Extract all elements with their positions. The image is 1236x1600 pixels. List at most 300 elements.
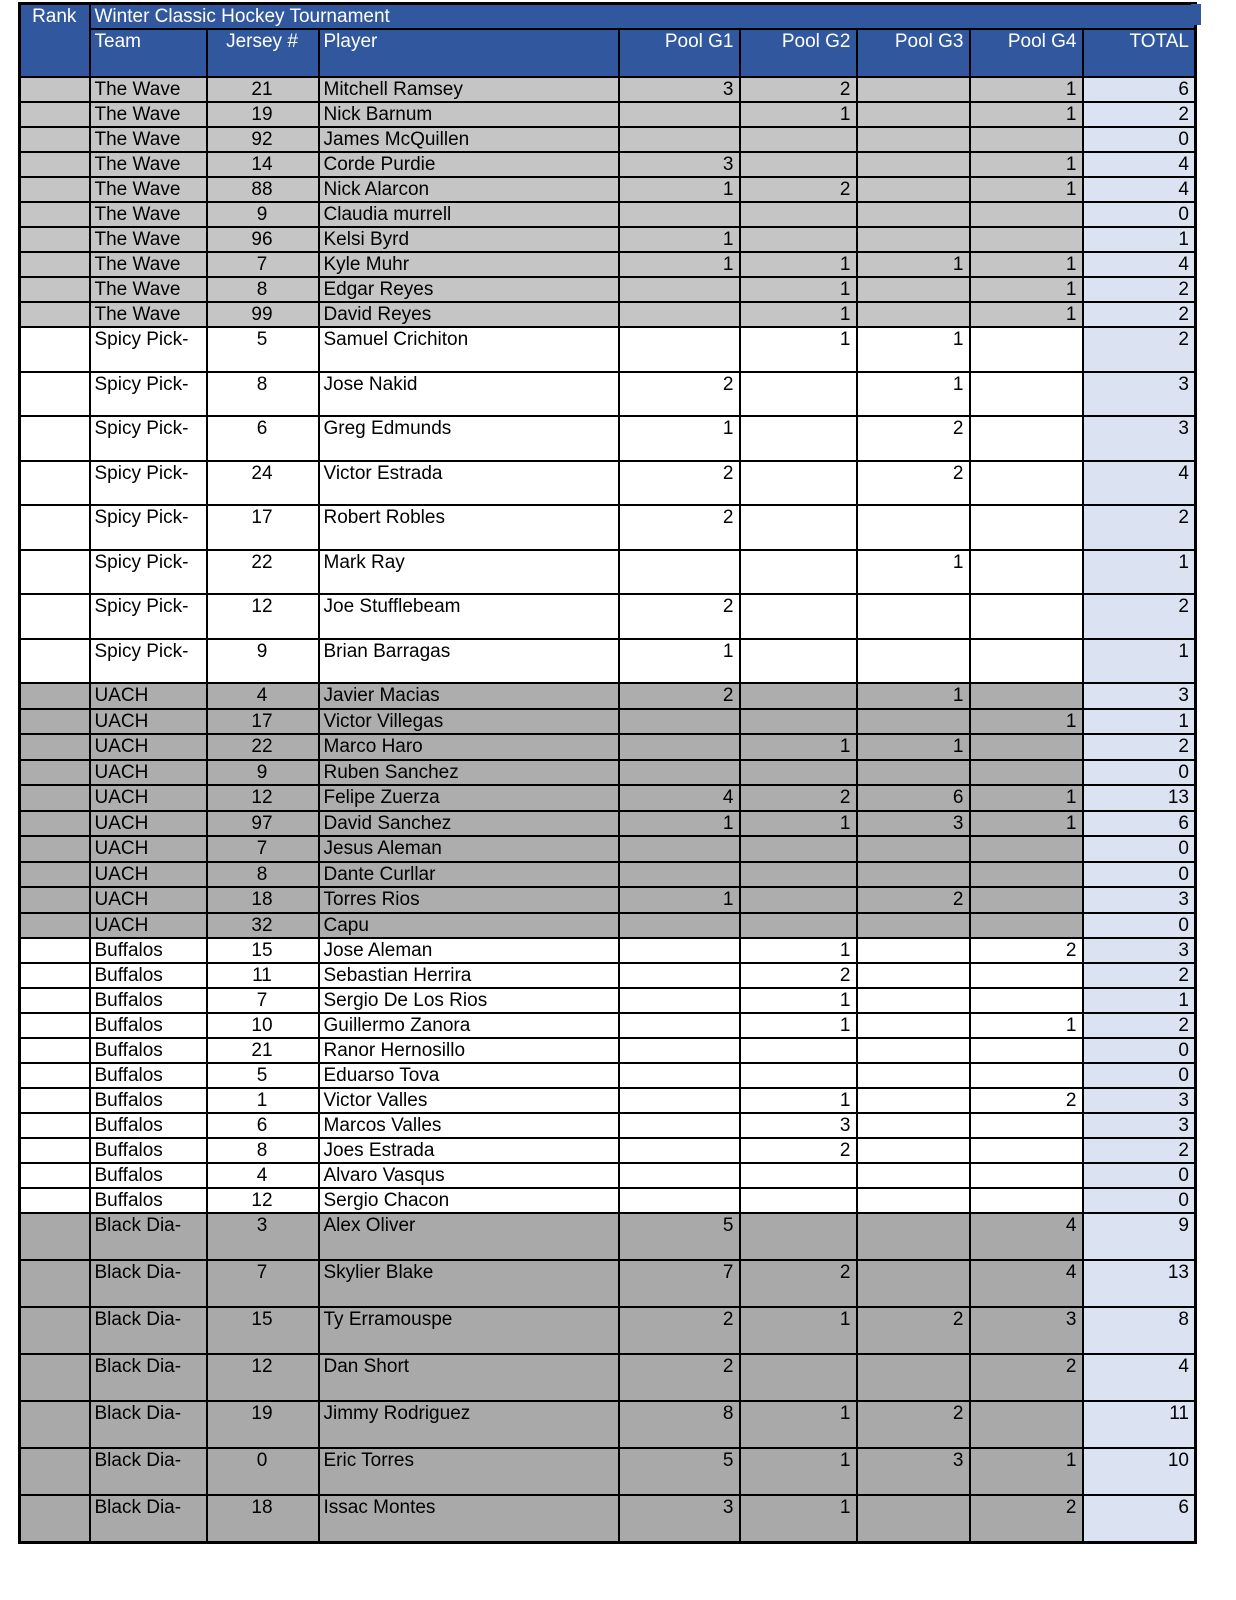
cell-total: 0 — [1083, 862, 1196, 888]
cell-pool-g3: 2 — [857, 416, 970, 461]
cell-pool-g3 — [857, 1188, 970, 1213]
cell-pool-g3: 1 — [857, 372, 970, 417]
cell-pool-g4: 2 — [970, 938, 1083, 963]
cell-pool-g1: 2 — [619, 683, 740, 709]
cell-team: Black Dia- — [90, 1307, 207, 1354]
cell-player-name: Corde Purdie — [319, 152, 619, 177]
cell-pool-g2 — [740, 1213, 857, 1260]
cell-pool-g4: 2 — [970, 1495, 1083, 1542]
cell-team: Buffalos — [90, 988, 207, 1013]
cell-pool-g4: 1 — [970, 152, 1083, 177]
table-row — [20, 683, 1196, 709]
cell-jersey-number: 15 — [207, 1307, 319, 1354]
cell-pool-g4: 3 — [970, 1307, 1083, 1354]
table-row — [20, 77, 1196, 102]
score-table — [18, 2, 1197, 1544]
pool-g2-column-header: Pool G2 — [740, 29, 857, 77]
cell-pool-g1 — [619, 760, 740, 786]
table-row — [20, 1163, 1196, 1188]
cell-team: Buffalos — [90, 1138, 207, 1163]
cell-jersey-number: 21 — [207, 77, 319, 102]
cell-player-name: David Reyes — [319, 302, 619, 327]
cell-pool-g3: 2 — [857, 887, 970, 913]
cell-pool-g2 — [740, 1354, 857, 1401]
cell-jersey-number: 5 — [207, 1063, 319, 1088]
cell-rank — [20, 416, 90, 461]
cell-player-name: Torres Rios — [319, 887, 619, 913]
cell-jersey-number: 4 — [207, 683, 319, 709]
cell-jersey-number: 9 — [207, 639, 319, 684]
pool-g4-column-header: Pool G4 — [970, 29, 1083, 77]
cell-pool-g2: 2 — [740, 785, 857, 811]
cell-jersey-number: 11 — [207, 963, 319, 988]
cell-team: Spicy Pick- — [90, 461, 207, 506]
cell-pool-g3 — [857, 1013, 970, 1038]
cell-pool-g4: 1 — [970, 102, 1083, 127]
cell-pool-g4: 1 — [970, 252, 1083, 277]
cell-player-name: Mark Ray — [319, 550, 619, 595]
cell-pool-g3 — [857, 302, 970, 327]
pool-g3-column-header: Pool G3 — [857, 29, 970, 77]
table-row — [20, 1138, 1196, 1163]
table-row — [20, 416, 1196, 461]
cell-pool-g4 — [970, 988, 1083, 1013]
cell-pool-g2: 2 — [740, 77, 857, 102]
cell-total: 3 — [1083, 887, 1196, 913]
cell-total: 9 — [1083, 1213, 1196, 1260]
cell-player-name: Brian Barragas — [319, 639, 619, 684]
cell-pool-g3: 3 — [857, 1448, 970, 1495]
cell-pool-g2 — [740, 683, 857, 709]
table-row — [20, 277, 1196, 302]
cell-rank — [20, 938, 90, 963]
cell-rank — [20, 302, 90, 327]
cell-total: 13 — [1083, 1260, 1196, 1307]
table-row — [20, 1038, 1196, 1063]
cell-rank — [20, 1113, 90, 1138]
cell-pool-g1: 7 — [619, 1260, 740, 1307]
table-row — [20, 1063, 1196, 1088]
cell-rank — [20, 785, 90, 811]
cell-pool-g1: 1 — [619, 639, 740, 684]
cell-pool-g3 — [857, 709, 970, 735]
cell-rank — [20, 1213, 90, 1260]
cell-jersey-number: 18 — [207, 887, 319, 913]
cell-pool-g4 — [970, 836, 1083, 862]
cell-player-name: Felipe Zuerza — [319, 785, 619, 811]
cell-pool-g1 — [619, 102, 740, 127]
cell-pool-g4 — [970, 594, 1083, 639]
cell-total: 2 — [1083, 327, 1196, 372]
cell-pool-g3 — [857, 505, 970, 550]
title-row — [20, 4, 1196, 30]
cell-rank — [20, 1038, 90, 1063]
cell-pool-g1 — [619, 1163, 740, 1188]
cell-total: 0 — [1083, 913, 1196, 939]
cell-rank — [20, 734, 90, 760]
cell-team: Buffalos — [90, 1063, 207, 1088]
cell-jersey-number: 21 — [207, 1038, 319, 1063]
cell-pool-g3 — [857, 177, 970, 202]
cell-pool-g4 — [970, 1038, 1083, 1063]
cell-pool-g1 — [619, 202, 740, 227]
cell-team: Buffalos — [90, 1163, 207, 1188]
cell-pool-g1: 2 — [619, 1354, 740, 1401]
cell-pool-g4 — [970, 1163, 1083, 1188]
cell-rank — [20, 683, 90, 709]
cell-pool-g3 — [857, 1213, 970, 1260]
cell-total: 1 — [1083, 709, 1196, 735]
cell-pool-g2 — [740, 127, 857, 152]
player-rows — [20, 77, 1196, 1542]
cell-pool-g3 — [857, 594, 970, 639]
cell-pool-g2 — [740, 202, 857, 227]
cell-team: Black Dia- — [90, 1213, 207, 1260]
cell-pool-g3: 1 — [857, 550, 970, 595]
cell-player-name: Dan Short — [319, 1354, 619, 1401]
cell-total: 13 — [1083, 785, 1196, 811]
cell-total: 4 — [1083, 177, 1196, 202]
cell-jersey-number: 97 — [207, 811, 319, 837]
cell-pool-g1 — [619, 127, 740, 152]
cell-pool-g1: 3 — [619, 1495, 740, 1542]
jersey-column-header: Jersey # — [207, 29, 319, 77]
cell-rank — [20, 1163, 90, 1188]
cell-total: 3 — [1083, 416, 1196, 461]
cell-player-name: Sergio De Los Rios — [319, 988, 619, 1013]
cell-rank — [20, 177, 90, 202]
cell-jersey-number: 0 — [207, 1448, 319, 1495]
cell-jersey-number: 17 — [207, 709, 319, 735]
cell-team: Buffalos — [90, 938, 207, 963]
cell-total: 2 — [1083, 734, 1196, 760]
cell-pool-g2 — [740, 461, 857, 506]
cell-rank — [20, 77, 90, 102]
cell-pool-g2 — [740, 1063, 857, 1088]
table-row — [20, 1088, 1196, 1113]
cell-player-name: Issac Montes — [319, 1495, 619, 1542]
cell-total: 3 — [1083, 1113, 1196, 1138]
cell-total: 3 — [1083, 1088, 1196, 1113]
cell-jersey-number: 9 — [207, 760, 319, 786]
cell-rank — [20, 709, 90, 735]
cell-pool-g2: 1 — [740, 1448, 857, 1495]
cell-total: 2 — [1083, 102, 1196, 127]
cell-team: UACH — [90, 760, 207, 786]
cell-player-name: Eduarso Tova — [319, 1063, 619, 1088]
cell-pool-g3 — [857, 1138, 970, 1163]
cell-pool-g2 — [740, 1038, 857, 1063]
cell-pool-g3 — [857, 152, 970, 177]
table-row — [20, 836, 1196, 862]
cell-player-name: Victor Villegas — [319, 709, 619, 735]
cell-jersey-number: 96 — [207, 227, 319, 252]
cell-pool-g3: 2 — [857, 1401, 970, 1448]
rank-column-header: Rank — [20, 4, 90, 78]
cell-jersey-number: 8 — [207, 372, 319, 417]
cell-rank — [20, 327, 90, 372]
cell-pool-g1 — [619, 734, 740, 760]
cell-pool-g3 — [857, 988, 970, 1013]
cell-jersey-number: 12 — [207, 1354, 319, 1401]
cell-team: UACH — [90, 709, 207, 735]
cell-pool-g3 — [857, 1038, 970, 1063]
table-row — [20, 594, 1196, 639]
cell-rank — [20, 594, 90, 639]
cell-team: UACH — [90, 811, 207, 837]
cell-rank — [20, 461, 90, 506]
cell-jersey-number: 24 — [207, 461, 319, 506]
cell-player-name: Sergio Chacon — [319, 1188, 619, 1213]
cell-rank — [20, 1448, 90, 1495]
cell-pool-g4: 1 — [970, 1448, 1083, 1495]
cell-team: Buffalos — [90, 1038, 207, 1063]
cell-rank — [20, 505, 90, 550]
cell-pool-g4 — [970, 1401, 1083, 1448]
cell-team: Buffalos — [90, 1113, 207, 1138]
cell-pool-g2: 2 — [740, 963, 857, 988]
cell-pool-g2: 2 — [740, 1138, 857, 1163]
cell-pool-g2 — [740, 836, 857, 862]
cell-pool-g3 — [857, 227, 970, 252]
cell-team: UACH — [90, 683, 207, 709]
cell-pool-g1: 3 — [619, 77, 740, 102]
cell-pool-g2: 1 — [740, 811, 857, 837]
column-header-row — [20, 29, 1196, 77]
cell-total: 0 — [1083, 1163, 1196, 1188]
cell-pool-g3: 1 — [857, 327, 970, 372]
cell-pool-g1: 2 — [619, 1307, 740, 1354]
cell-jersey-number: 12 — [207, 785, 319, 811]
cell-pool-g1 — [619, 988, 740, 1013]
cell-rank — [20, 1088, 90, 1113]
cell-pool-g3 — [857, 277, 970, 302]
cell-jersey-number: 8 — [207, 862, 319, 888]
cell-total: 2 — [1083, 594, 1196, 639]
cell-pool-g2 — [740, 594, 857, 639]
cell-pool-g1 — [619, 1013, 740, 1038]
cell-jersey-number: 17 — [207, 505, 319, 550]
cell-team: Black Dia- — [90, 1448, 207, 1495]
cell-total: 0 — [1083, 1188, 1196, 1213]
cell-pool-g3 — [857, 760, 970, 786]
cell-pool-g2 — [740, 1163, 857, 1188]
cell-pool-g2 — [740, 227, 857, 252]
cell-jersey-number: 8 — [207, 1138, 319, 1163]
cell-team: Black Dia- — [90, 1401, 207, 1448]
table-row — [20, 127, 1196, 152]
table-row — [20, 550, 1196, 595]
cell-pool-g2: 1 — [740, 988, 857, 1013]
table-row — [20, 1401, 1196, 1448]
cell-team: Spicy Pick- — [90, 639, 207, 684]
cell-jersey-number: 4 — [207, 1163, 319, 1188]
cell-player-name: Robert Robles — [319, 505, 619, 550]
cell-total: 2 — [1083, 277, 1196, 302]
cell-pool-g1 — [619, 963, 740, 988]
title-bar-paint-artifact — [1191, 4, 1201, 25]
cell-total: 0 — [1083, 1038, 1196, 1063]
cell-pool-g1: 5 — [619, 1213, 740, 1260]
cell-player-name: Samuel Crichiton — [319, 327, 619, 372]
cell-player-name: Greg Edmunds — [319, 416, 619, 461]
cell-pool-g3 — [857, 836, 970, 862]
cell-rank — [20, 1013, 90, 1038]
cell-pool-g4 — [970, 227, 1083, 252]
cell-player-name: Marcos Valles — [319, 1113, 619, 1138]
table-row — [20, 811, 1196, 837]
cell-jersey-number: 5 — [207, 327, 319, 372]
cell-pool-g2 — [740, 1188, 857, 1213]
cell-pool-g1 — [619, 836, 740, 862]
table-row — [20, 963, 1196, 988]
cell-total: 3 — [1083, 938, 1196, 963]
cell-pool-g4 — [970, 127, 1083, 152]
cell-pool-g1: 1 — [619, 416, 740, 461]
table-row — [20, 734, 1196, 760]
cell-pool-g1: 5 — [619, 1448, 740, 1495]
cell-pool-g4 — [970, 1113, 1083, 1138]
cell-total: 3 — [1083, 683, 1196, 709]
cell-team: Buffalos — [90, 1013, 207, 1038]
cell-pool-g3: 2 — [857, 461, 970, 506]
cell-pool-g2 — [740, 152, 857, 177]
cell-rank — [20, 760, 90, 786]
cell-total: 1 — [1083, 639, 1196, 684]
cell-pool-g1 — [619, 327, 740, 372]
cell-team: Spicy Pick- — [90, 594, 207, 639]
cell-pool-g1: 3 — [619, 152, 740, 177]
cell-team: The Wave — [90, 202, 207, 227]
cell-pool-g1 — [619, 1188, 740, 1213]
cell-jersey-number: 1 — [207, 1088, 319, 1113]
cell-pool-g4: 2 — [970, 1088, 1083, 1113]
cell-jersey-number: 3 — [207, 1213, 319, 1260]
cell-rank — [20, 1354, 90, 1401]
table-row — [20, 709, 1196, 735]
cell-player-name: James McQuillen — [319, 127, 619, 152]
cell-team: Buffalos — [90, 1088, 207, 1113]
table-row — [20, 1260, 1196, 1307]
cell-player-name: Guillermo Zanora — [319, 1013, 619, 1038]
table-row — [20, 372, 1196, 417]
cell-pool-g4 — [970, 1188, 1083, 1213]
cell-jersey-number: 12 — [207, 594, 319, 639]
cell-pool-g1 — [619, 1088, 740, 1113]
cell-total: 4 — [1083, 1354, 1196, 1401]
cell-pool-g1 — [619, 938, 740, 963]
cell-player-name: Nick Barnum — [319, 102, 619, 127]
cell-total: 11 — [1083, 1401, 1196, 1448]
cell-player-name: Jesus Aleman — [319, 836, 619, 862]
cell-player-name: Mitchell Ramsey — [319, 77, 619, 102]
team-column-header: Team — [90, 29, 207, 77]
cell-rank — [20, 836, 90, 862]
cell-pool-g3 — [857, 102, 970, 127]
cell-team: UACH — [90, 785, 207, 811]
table-row — [20, 177, 1196, 202]
cell-pool-g2: 1 — [740, 277, 857, 302]
cell-team: The Wave — [90, 102, 207, 127]
cell-jersey-number: 32 — [207, 913, 319, 939]
cell-rank — [20, 862, 90, 888]
pool-g1-column-header: Pool G1 — [619, 29, 740, 77]
cell-rank — [20, 1495, 90, 1542]
cell-pool-g3 — [857, 1113, 970, 1138]
cell-team: Black Dia- — [90, 1495, 207, 1542]
cell-total: 6 — [1083, 811, 1196, 837]
cell-pool-g3 — [857, 1354, 970, 1401]
cell-pool-g2: 1 — [740, 1088, 857, 1113]
cell-team: UACH — [90, 862, 207, 888]
cell-rank — [20, 1138, 90, 1163]
cell-pool-g2: 1 — [740, 302, 857, 327]
cell-pool-g3 — [857, 639, 970, 684]
cell-total: 3 — [1083, 372, 1196, 417]
cell-rank — [20, 639, 90, 684]
cell-total: 2 — [1083, 1138, 1196, 1163]
cell-pool-g4 — [970, 639, 1083, 684]
cell-player-name: Kelsi Byrd — [319, 227, 619, 252]
cell-pool-g3 — [857, 938, 970, 963]
cell-total: 4 — [1083, 252, 1196, 277]
cell-pool-g2: 1 — [740, 327, 857, 372]
cell-pool-g4: 1 — [970, 785, 1083, 811]
cell-total: 6 — [1083, 1495, 1196, 1542]
table-row — [20, 152, 1196, 177]
cell-total: 4 — [1083, 152, 1196, 177]
cell-player-name: Dante Curllar — [319, 862, 619, 888]
cell-pool-g4 — [970, 461, 1083, 506]
cell-pool-g4 — [970, 416, 1083, 461]
cell-total: 2 — [1083, 1013, 1196, 1038]
cell-team: Black Dia- — [90, 1260, 207, 1307]
table-row — [20, 227, 1196, 252]
cell-pool-g3: 1 — [857, 734, 970, 760]
cell-pool-g3 — [857, 862, 970, 888]
cell-jersey-number: 99 — [207, 302, 319, 327]
cell-pool-g1: 2 — [619, 594, 740, 639]
cell-pool-g1 — [619, 913, 740, 939]
cell-total: 2 — [1083, 963, 1196, 988]
cell-team: Buffalos — [90, 963, 207, 988]
cell-player-name: Ruben Sanchez — [319, 760, 619, 786]
cell-pool-g2: 1 — [740, 102, 857, 127]
table-row — [20, 639, 1196, 684]
cell-rank — [20, 1401, 90, 1448]
cell-pool-g1: 1 — [619, 227, 740, 252]
cell-total: 2 — [1083, 302, 1196, 327]
cell-player-name: Javier Macias — [319, 683, 619, 709]
cell-pool-g2 — [740, 760, 857, 786]
cell-pool-g2: 1 — [740, 734, 857, 760]
cell-player-name: Sebastian Herrira — [319, 963, 619, 988]
cell-rank — [20, 1260, 90, 1307]
total-column-header: TOTAL — [1083, 29, 1196, 77]
cell-jersey-number: 7 — [207, 1260, 319, 1307]
cell-rank — [20, 887, 90, 913]
cell-rank — [20, 102, 90, 127]
cell-pool-g2 — [740, 372, 857, 417]
cell-rank — [20, 913, 90, 939]
cell-player-name: Jose Aleman — [319, 938, 619, 963]
cell-pool-g4: 4 — [970, 1260, 1083, 1307]
cell-jersey-number: 18 — [207, 1495, 319, 1542]
cell-pool-g4: 1 — [970, 1013, 1083, 1038]
cell-pool-g3 — [857, 202, 970, 227]
cell-pool-g3 — [857, 127, 970, 152]
table-row — [20, 938, 1196, 963]
